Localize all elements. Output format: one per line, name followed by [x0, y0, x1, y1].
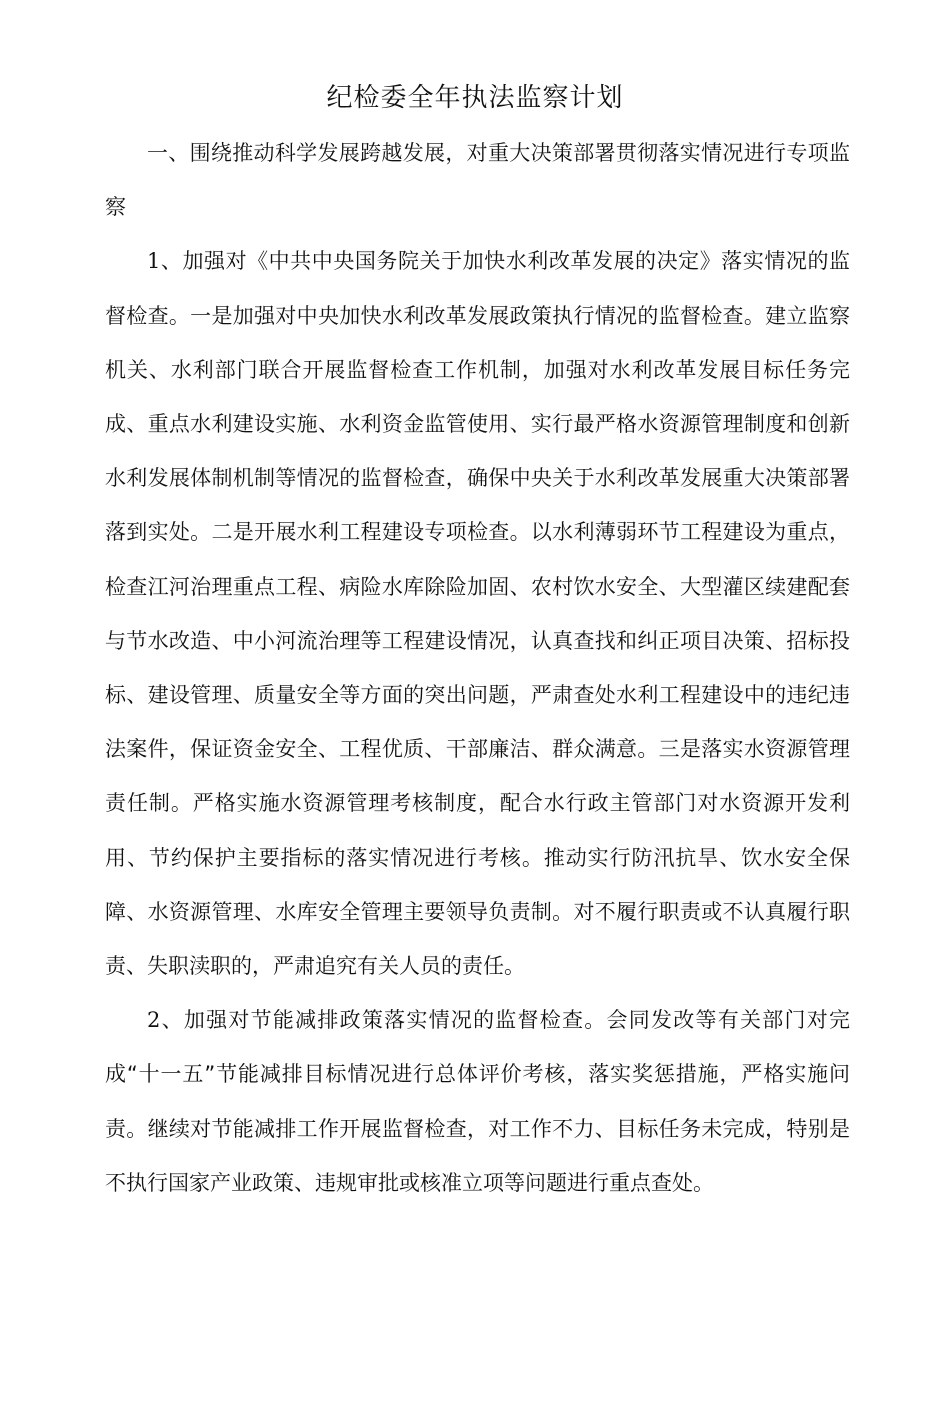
item-2-number: 2	[147, 1008, 161, 1033]
document-title: 纪检委全年执法监察计划	[326, 83, 624, 113]
item-1-number: 1	[147, 249, 161, 274]
section-heading-text: 一、围绕推动科学发展跨越发展，对重大决策部署贯彻落实情况进行专项监察	[105, 141, 850, 220]
document-body	[105, 126, 850, 1210]
item-2-text: 、加强对节能减排政策落实情况的监督检查。会同发改等有关部门对完成“十一五”节能减排目标情况进行总体评价考核，落实奖惩措施，严格实施问责。继续对节能减排工作开展监督检查，对工作不力、目标任务未完成，特别是不执行国家产业政策、违规审批或核准立项等问题进行重点查处。	[105, 1008, 850, 1195]
item-1-text: 、加强对《中共中央国务院关于加快水利改革发展的决定》落实情况的监督检查。一是加强对中央加快水利改革发展政策执行情况的监督检查。建立监察机关、水利部门联合开展监督检查工作机制，加强对水利改革发展目标任务完成、重点水利建设实施、水利资金监管使用、实行最严格水资源管理制度和创新水利发展体制机制等情况的监督检查，确保中央关于水利改革发展重大决策部署落到实处。二是开展水利工程建设专项检查。以水利薄弱环节工程建设为重点，检查江河治理重点工程、病险水库除险加固、农村饮水安全、大型灌区续建配套与节水改造、中小河流治理等工程建设情况，认真查找和纠正项目决策、招标投标、建设管理、质量安全等方面的突出问题，严肃查处水利工程建设中的违纪违法案件，保证资金安全、工程优质、干部廉洁、群众满意。三是落实水资源管理责任制。严格实施水资源管理考核制度，配合水行政主管部门对水资源开发利用、节约保护主要指标的落实情况进行考核。推动实行防汛抗旱、饮水安全保障、水资源管理、水库安全管理主要领导负责制。对不履行职责或不认真履行职责、失职渎职的，严肃追究有关人员的责任。	[105, 249, 850, 979]
item-2-paragraph	[105, 993, 850, 1210]
item-1-paragraph	[105, 234, 850, 993]
section-heading-paragraph	[105, 126, 850, 234]
